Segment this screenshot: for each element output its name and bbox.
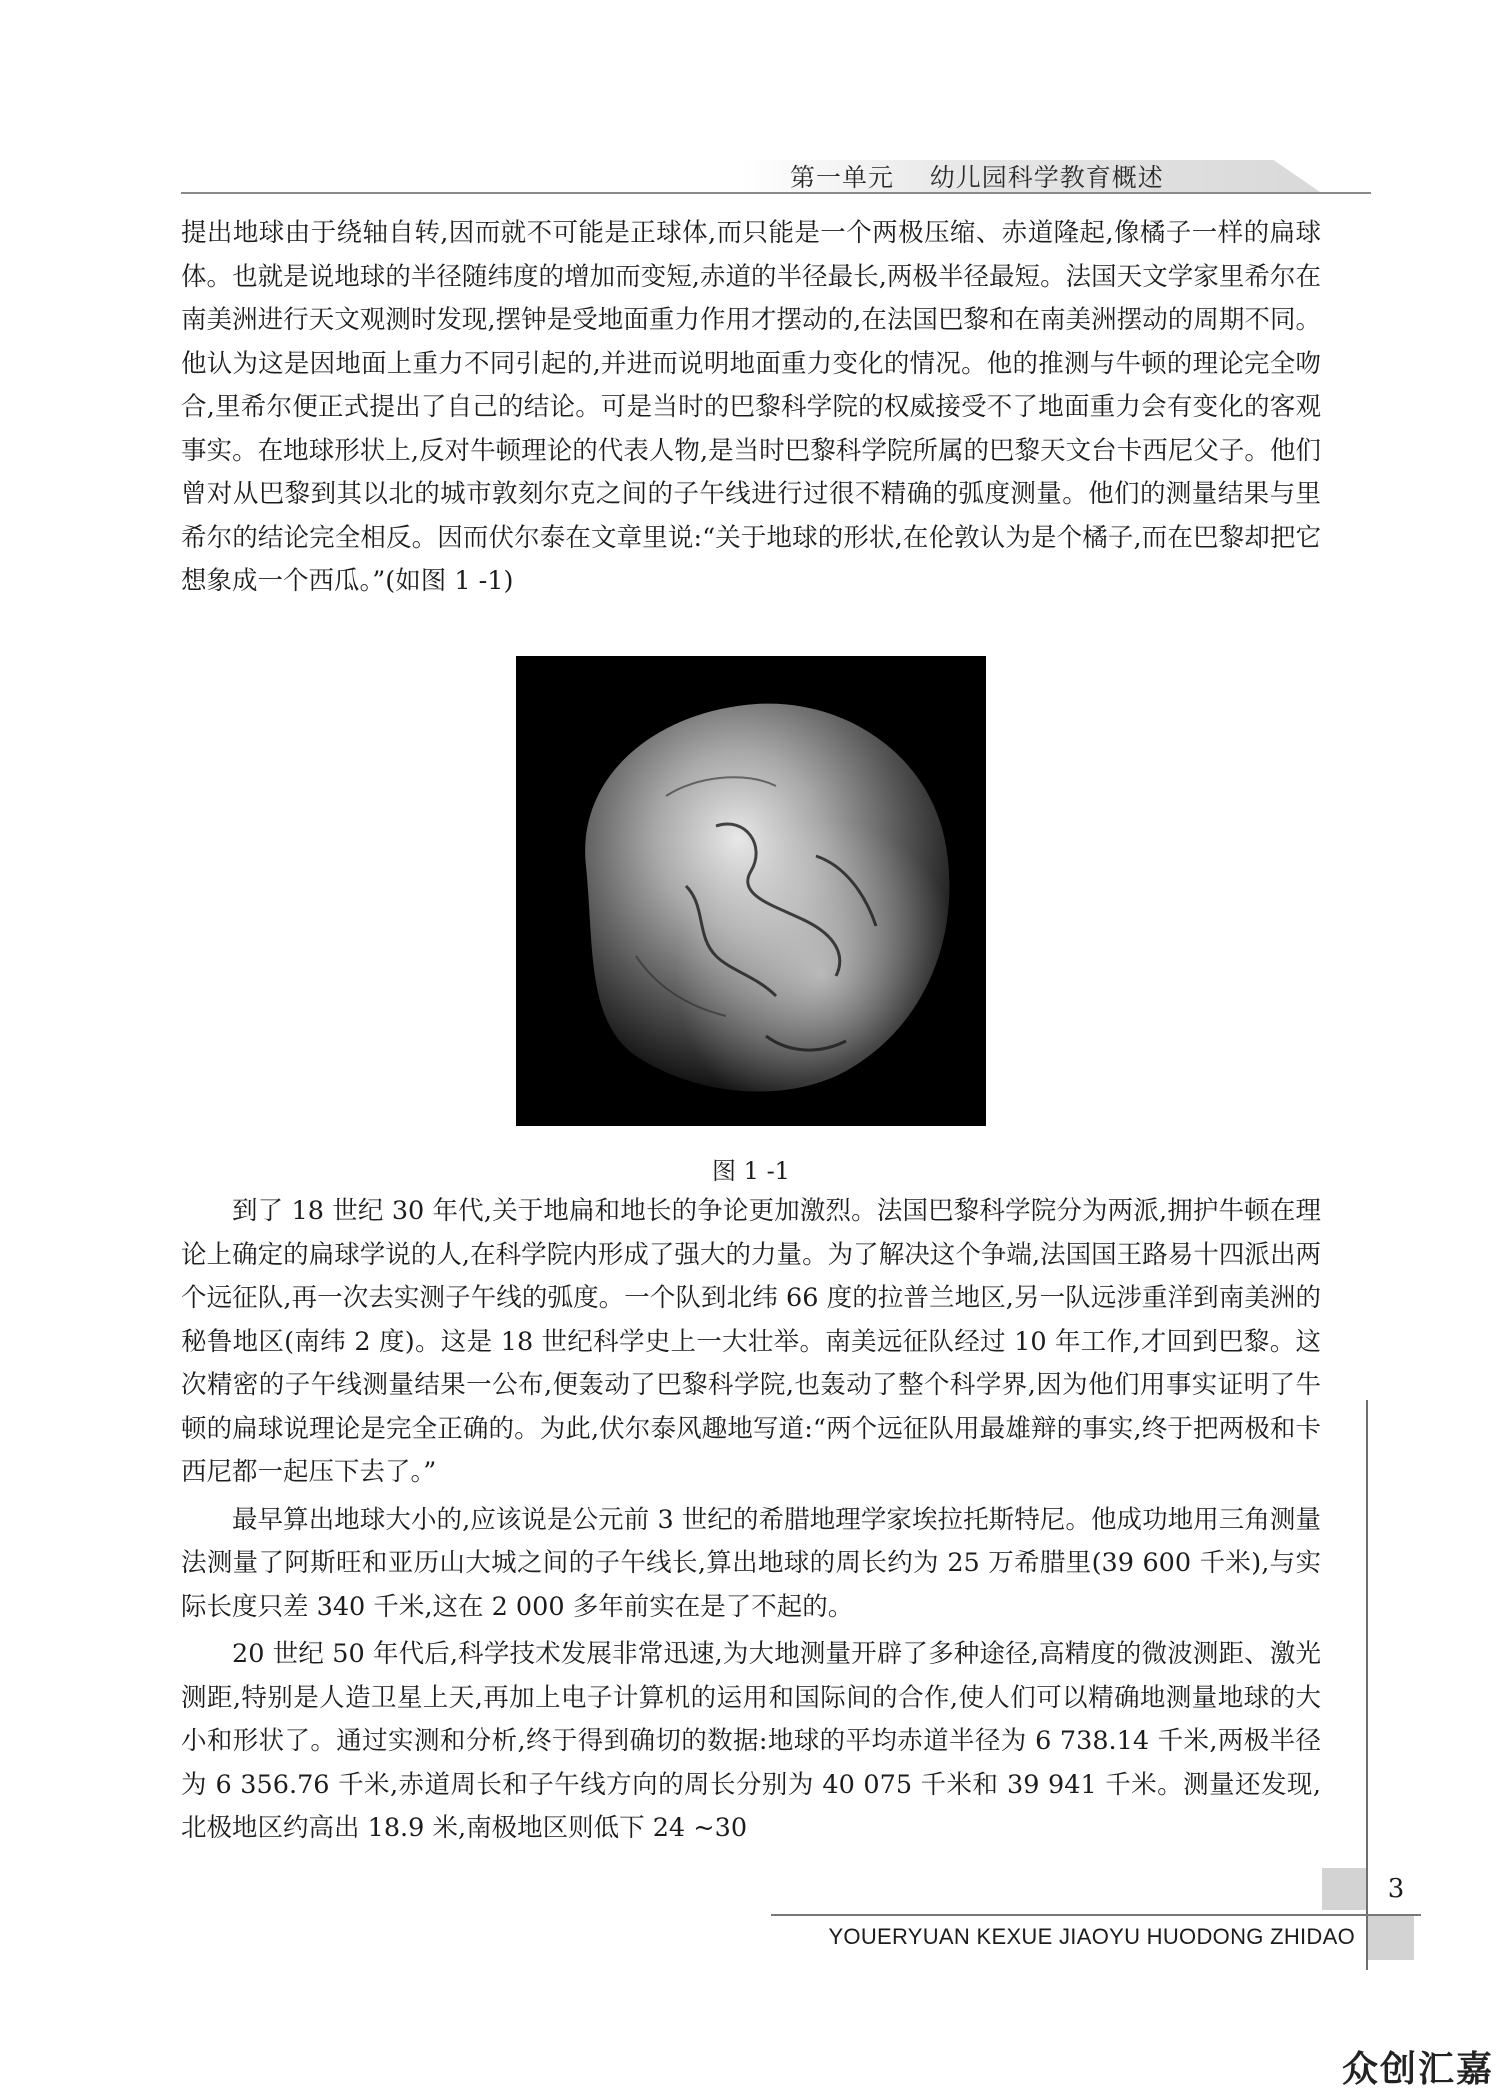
running-header-title: 第一单元 幼儿园科学教育概述 — [790, 163, 1164, 192]
figure-caption: 图 1 -1 — [712, 1157, 790, 1185]
body-text-bottom — [181, 1190, 1321, 1851]
paragraph: 到了 18 世纪 30 年代,关于地扁和地长的争论更加激烈。法国巴黎科学院分为两派,拥护牛顿在理论上确定的扁球学说的人,在科学院内形成了强大的力量。为了解决这个争端,法国国王路易十四派出两个远征队,再一次去实测子午线的弧度。一个队到北纬 66 度的拉普兰地区,另一队远涉重洋到南美洲的秘鲁地区(南纬 2 度)。这是 18 世纪科学史上一大壮举。南美远征队经过 10 年工作,才回到巴黎。这次精密的子午线测量结果一公布,便轰动了巴黎科学院,也轰动了整个科学界,因为他们用事实证明了牛顿的扁球说理论是完全正确的。为此,伏尔泰风趣地写道:“两个远征队用最雄辩的事实,终于把两极和卡西尼都一起压下去了。” — [181, 1196, 1321, 1487]
page-number: 3 — [1387, 1874, 1405, 1904]
body-text-top — [181, 212, 1321, 604]
paragraph: 提出地球由于绕轴自转,因而就不可能是正球体,而只能是一个两极压缩、赤道隆起,像橘子一样的扁球体。也就是说地球的半径随纬度的增加而变短,赤道的半径最长,两极半径最短。法国天文学家里希尔在南美洲进行天文观测时发现,摆钟是受地面重力作用才摆动的,在法国巴黎和在南美洲摆动的周期不同。他认为这是因地面上重力不同引起的,并进而说明地面重力变化的情况。他的推测与牛顿的理论完全吻合,里希尔便正式提出了自己的结论。可是当时的巴黎科学院的权威接受不了地面重力会有变化的客观事实。在地球形状上,反对牛顿理论的代表人物,是当时巴黎科学院所属的巴黎天文台卡西尼父子。他们曾对从巴黎到其以北的城市敦刻尔克之间的子午线进行过很不精确的弧度测量。他们的测量结果与里希尔的结论完全相反。因而伏尔泰在文章里说:“关于地球的形状,在伦敦认为是个橘子,而在巴黎却把它想象成一个西瓜。”(如图 1 -1) — [181, 218, 1321, 596]
geoid-image — [516, 656, 986, 1126]
paragraph: 20 世纪 50 年代后,科学技术发展非常迅速,为大地测量开辟了多种途径,高精度的微波测距、激光测距,特别是人造卫星上天,再加上电子计算机的运用和国际间的合作,使人们可以精确地测量地球的大小和形状了。通过实测和分析,终于得到确切的数据:地球的平均赤道半径为 6 738.14 千米,两极半径为 6 356.76 千米,赤道周长和子午线方向的周长分别为 40 075 千米和 39 941 千米。测量还发现,北极地区约高出 18.9 米,南极地区则低下 24 ~30 — [181, 1639, 1321, 1843]
header-rule — [181, 160, 1371, 194]
running-footer-title: YOUERYUAN KEXUE JIAOYU HUODONG ZHIDAO — [828, 1924, 1355, 1949]
footer-rule — [771, 1914, 1421, 1916]
geoid-figure — [516, 656, 986, 1126]
margin-rule — [1366, 1400, 1368, 1970]
paragraph: 最早算出地球大小的,应该说是公元前 3 世纪的希腊地理学家埃拉托斯特尼。他成功地用三角测量法测量了阿斯旺和亚历山大城之间的子午线长,算出地球的周长约为 25 万希腊里(39 600 千米),与实际长度只差 340 千米,这在 2 000 多年前实在是了不起的。 — [181, 1504, 1321, 1622]
corner-block — [1368, 1916, 1414, 1960]
watermark-logo: 众创汇嘉 — [1341, 2049, 1494, 2090]
corner-block — [1322, 1868, 1366, 1910]
